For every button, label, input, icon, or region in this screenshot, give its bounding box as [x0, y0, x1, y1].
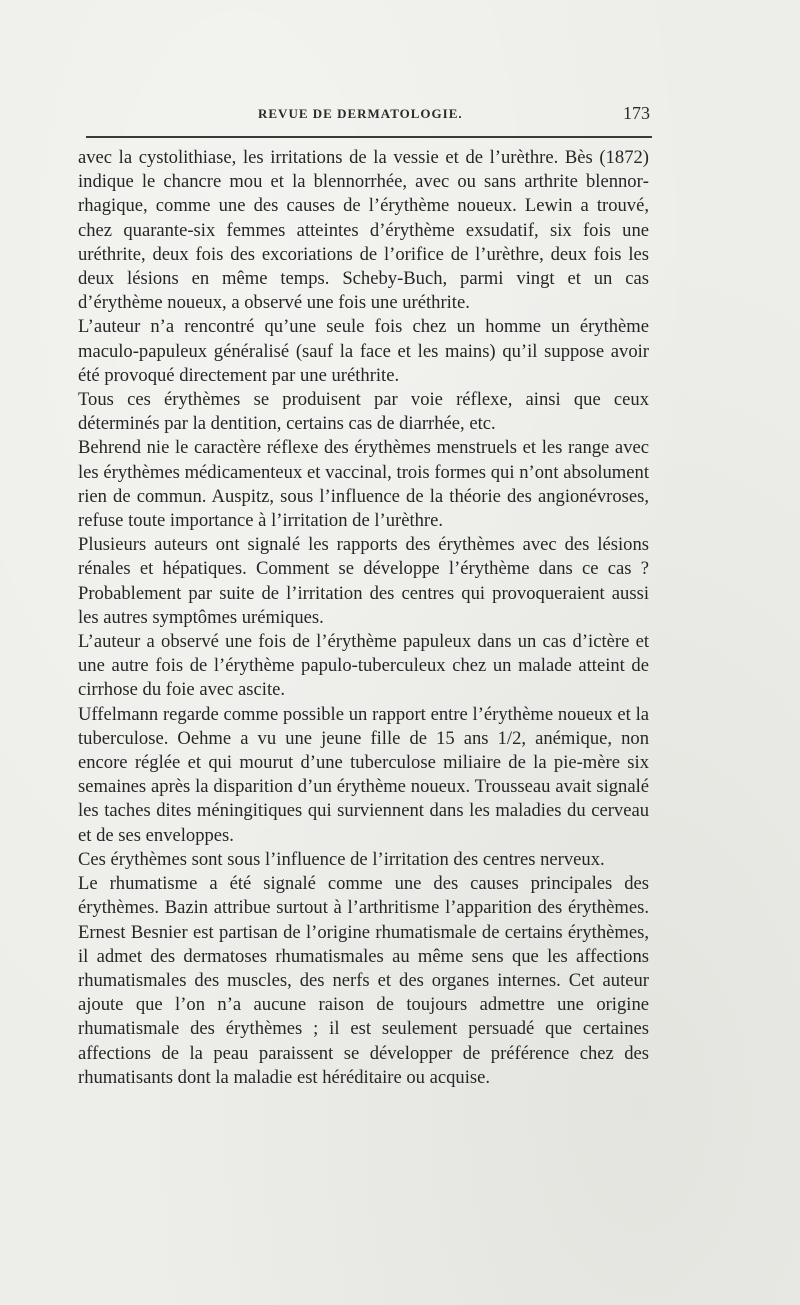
body-text	[78, 146, 649, 1090]
paragraph: L’auteur a observé une fois de l’érythème papuleux dans un cas d’ictère et une autre fois de l’érythème papulo-tuberculeux chez un malade atteint de cirrhose du foie avec ascite.	[78, 631, 649, 701]
paragraph: Plusieurs auteurs ont signalé les rapports des érythèmes avec des lésions rénales et hépatiques. Comment se développe l’érythème dans ce cas ? Probablement par suite de l’irritation des centres qui provoqueraient aussi les autres symptômes urémiques.	[78, 534, 649, 628]
page-header	[86, 103, 650, 128]
paragraph: Behrend nie le caractère réflexe des érythèmes menstruels et les range avec les érythèmes médicamenteux et vaccinal, trois formes qui n’ont absolument rien de commun. Auspitz, sous l’influence de la théorie des angionévroses, refuse toute importance à l’irritation de l’urèthre.	[78, 437, 649, 532]
running-title: REVUE DE DERMATOLOGIE.	[258, 106, 463, 121]
paragraph: Ces érythèmes sont sous l’influence de l’irritation des centres nerveux.	[78, 848, 605, 870]
paragraph: avec la cystolithiase, les irritations de la vessie et de l’urèthre. Bès (1872) indique le chancre mou et la blennorrhée, avec ou sans arthrite blennorrhagique, comme une des causes de l’érythème noueux. Lewin a trouvé, chez quarante-six femmes atteintes d’érythème exsudatif, six fois une uréthrite, deux fois des excoriations de l’orifice de l’urèthre, deux fois les deux lésions en même temps. Scheby-Buch, parmi vingt et un cas d’érythème noueux, a observé une fois une uréthrite.	[78, 147, 649, 314]
paragraph: Le rhumatisme a été signalé comme une des causes principales des érythèmes. Bazin attribue surtout à l’arthritisme l’apparition des érythèmes. Ernest Besnier est partisan de l’origine rhumatismale de certains érythèmes, il admet des dermatoses rhumatismales au même sens que les affections rhumatismales des muscles, des nerfs et des organes internes. Cet auteur ajoute que l’on n’a aucune raison de toujours admettre une origine rhumatismale des érythèmes ; il est seulement persuadé que certaines affections de la peau paraissent se développer de préférence chez des rhumatisants dont la maladie est héréditaire ou acquise.	[78, 873, 649, 1088]
paragraph: Tous ces érythèmes se produisent par voie réflexe, ainsi que ceux déterminés par la dentition, certains cas de diarrhée, etc.	[78, 389, 649, 435]
paragraph: L’auteur n’a rencontré qu’une seule fois chez un homme un érythème maculo-papuleux généralisé (sauf la face et les mains) qu’il suppose avoir été provoqué directement par une uréthrite.	[78, 316, 649, 386]
page-number: 173	[623, 103, 650, 123]
paragraph: Uffelmann regarde comme possible un rapport entre l’érythème noueux et la tuberculose. Oehme a vu une jeune fille de 15 ans 1/2, anémique, non encore réglée et qui mourut d’une tuberculose miliaire de la pie-mère six semaines après la disparition d’un érythème noueux. Trousseau avait signalé les taches dites méningitiques qui surviennent dans les maladies du cerveau et de ses enveloppes.	[78, 703, 649, 846]
header-rule	[86, 136, 652, 138]
